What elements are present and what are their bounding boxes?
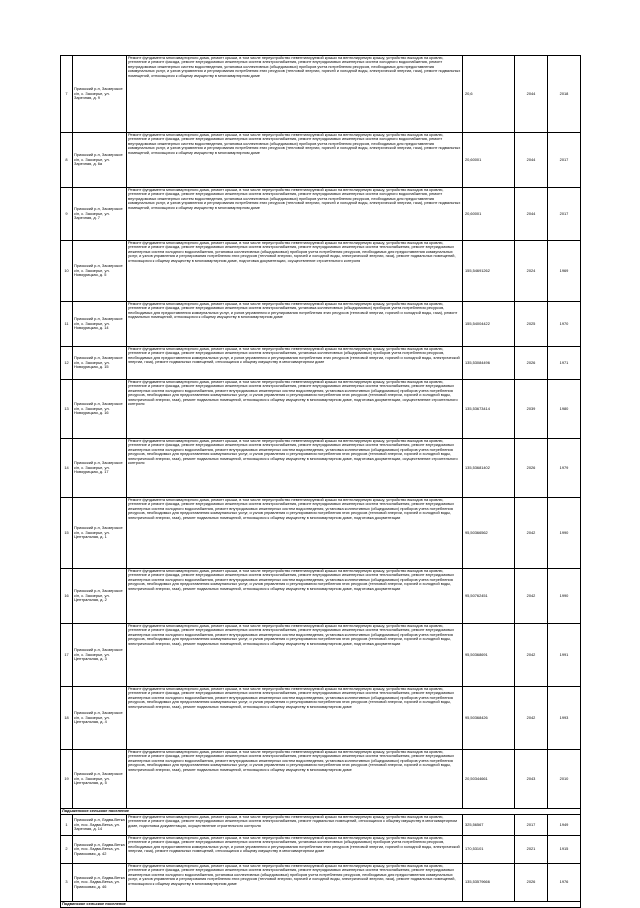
- program-table: [60, 55, 581, 908]
- planned-year-cell: [515, 133, 548, 188]
- built-year-cell: [548, 687, 581, 750]
- table-row: [61, 498, 581, 569]
- row-number-cell: [61, 750, 73, 809]
- planned-year-cell-text: 2044: [526, 157, 536, 162]
- address-cell-text: Приокский р-н, Заозерское с/п, с. Заозерье, ул. Заречная, д. 9: [74, 87, 123, 101]
- works-cell-text: Ремонт фундамента многоквартирного дома, ремонт крыши, в том числе переустройство невентилируемой крыши на вентилируемую крышу, устройство выходов на кровлю, утепление и ремонт фасада, ремонт внутридомовых инженерных систем электроснабжения, ремонт подвальных помещений, относящихся к общему имуществу в многоквартирном доме, подготовка документации, осуществление строительного контроля: [128, 815, 457, 828]
- address-cell: [73, 347, 127, 380]
- address-cell-text: Приокский р-н, Заозерское с/п, с. Заозерье, ул. Центральная, д. 3: [74, 648, 123, 662]
- works-cell-text: Ремонт фундамента многоквартирного дома, ремонт крыши, в том числе переустройство невентилируемой крыши на вентилируемую крышу, устройство выходов на кровлю, утепление и ремонт фасада, ремонт внутридомовых инженерных систем электроснабжения, ремонт внутридомовых инженерных систем теплоснабжения, ремонт внутридомовых инженерных систем холодного водоснабжения, ремонт внутридомовых инженерных систем водоотведения, установка коллективных (общедомовых) приборов учета потребления ресурсов, необходимых для предоставления коммунальных услуг, и узлов управления и регулирования потребления этих ресурсов (тепловой энергии, горячей и холодной воды, электрической энергии, газа), ремонт подвальных помещений, относящихся к общему имуществу в многоквартирном доме, подготовка документации, осуществление строительного контроля: [128, 380, 458, 407]
- table-row: [61, 569, 581, 624]
- address-cell-text: Приокский р-н, Ладва-Ветка с/п, пос. Ладва-Ветка, ул. Приисковая, д. 42: [74, 842, 125, 856]
- planned-year-cell-text: 2026: [526, 360, 536, 365]
- cost-cell: [463, 750, 515, 809]
- works-cell-text: Ремонт фундамента многоквартирного дома, ремонт крыши, в том числе переустройство невентилируемой крыши на вентилируемую крышу, устройство выходов на кровлю, утепление и ремонт фасада, ремонт внутридомовых инженерных систем электроснабжения, установка коллективных (общедомовых) приборов учета потребления ресурсов, необходимых для предоставления коммунальных услуг, и узлов управления и регулирования потребления этих ресурсов (тепловой энергии, горячей и холодной воды, электрической энергии, газа), ремонт подвальных помещений, относящихся к общему имуществу в многоквартирном доме: [128, 347, 460, 365]
- planned-year-cell-text: 2026: [526, 465, 536, 470]
- works-cell-text: Ремонт фундамента многоквартирного дома, ремонт крыши, в том числе переустройство невентилируемой крыши на вентилируемую крышу, устройство выходов на кровлю, утепление и ремонт фасада, ремонт внутридомовых инженерных систем электроснабжения, ремонт внутридомовых инженерных систем теплоснабжения, ремонт внутридомовых инженерных систем холодного водоснабжения, установка коллективных (общедомовых) приборов учета потребления ресурсов, необходимых для предоставления коммунальных услуг, и узлов управления и регулирования потребления этих ресурсов (тепловой энергии, горячей и холодной воды, электрической энергии, газа), ремонт подвальных помещений, относящихся к общему имуществу в многоквартирном доме, подготовка документации, осуществление строительного контроля: [128, 241, 456, 263]
- works-cell: [127, 864, 463, 902]
- cost-cell: [463, 347, 515, 380]
- address-cell: [73, 133, 127, 188]
- address-cell-text: Приокский р-н, Заозерское с/п, с. Заозерье, ул. Центральная, д. 2: [74, 589, 123, 603]
- row-number-cell: [61, 302, 73, 347]
- works-cell: [127, 498, 463, 569]
- address-cell: [73, 815, 127, 836]
- address-cell: [73, 750, 127, 809]
- cost-cell: [463, 836, 515, 864]
- built-year-cell: [548, 836, 581, 864]
- address-cell: [73, 188, 127, 241]
- planned-year-cell: [515, 302, 548, 347]
- address-cell-text: Приокский р-н, Заозерское с/п, с. Заозерье, ул. Новоурицкая, д. 14: [74, 317, 123, 331]
- built-year-cell-text: 2018: [559, 91, 569, 96]
- built-year-cell-text: 1949: [559, 822, 569, 827]
- planned-year-cell-text: 2039: [526, 406, 536, 411]
- row-number-cell-text: 9: [65, 211, 68, 216]
- cost-cell-text: 20,50344661: [465, 776, 488, 781]
- table-row: [61, 815, 581, 836]
- works-cell-text: Ремонт фундамента многоквартирного дома, ремонт крыши, в том числе переустройство невентилируемой крыши на вентилируемую крышу, устройство выходов на кровлю, утепление и ремонт фасада, ремонт внутридомовых инженерных систем электроснабжения, ремонт внутридомовых инженерных систем холодного водоснабжения, ремонт внутридомовых инженерных систем водоотведения, установка коллективных (общедомовых) приборов учета потребления ресурсов, необходимых для предоставления коммунальных услуг, и узлов управления и регулирования потребления этих ресурсов (тепловой энергии, горячей и холодной воды, электрической энергии, газа), ремонт подвальных помещений, относящихся к общему имуществу в многоквартирном доме: [128, 188, 461, 210]
- address-cell-text: Приокский р-н, Ладва-Ветка с/п, пос. Ладва-Ветка, ул. Заречная, д. 14: [74, 818, 125, 832]
- planned-year-cell-text: 2021: [526, 847, 536, 852]
- cost-cell-text: 325,56567: [465, 822, 484, 827]
- cost-cell-text: 95,50368426: [465, 715, 488, 720]
- works-cell-text: Ремонт фундамента многоквартирного дома, ремонт крыши, в том числе переустройство невентилируемой крыши на вентилируемую крышу, устройство выходов на кровлю, утепление и ремонт фасада, ремонт внутридомовых инженерных систем электроснабжения, ремонт внутридомовых инженерных систем теплоснабжения, ремонт внутридомовых инженерных систем холодного водоснабжения, ремонт внутридомовых инженерных систем водоотведения, установка коллективных (общедомовых) приборов учета потребления ресурсов, необходимых для предоставления коммунальных услуг, и узлов управления и регулирования потребления этих ресурсов (тепловой энергии, горячей и холодной воды, электрической энергии, газа), ремонт подвальных помещений, относящихся к общему имуществу в многоквартирном доме, подготовка документации: [128, 624, 455, 646]
- works-cell: [127, 241, 463, 302]
- row-number-cell: [61, 815, 73, 836]
- section-title: Подвинское сельское поселение: [61, 902, 581, 908]
- table-row: [61, 241, 581, 302]
- cost-cell-text: 20,60001: [465, 157, 482, 162]
- planned-year-cell-text: 2044: [526, 91, 536, 96]
- planned-year-cell-text: 2042: [526, 530, 536, 535]
- table-row: [61, 687, 581, 750]
- built-year-cell: [548, 439, 581, 498]
- table-row: [61, 836, 581, 864]
- built-year-cell: [548, 380, 581, 439]
- row-number-cell-text: 14: [64, 465, 69, 470]
- planned-year-cell: [515, 687, 548, 750]
- address-cell: [73, 498, 127, 569]
- row-number-cell: [61, 347, 73, 380]
- table-row: [61, 56, 581, 133]
- address-cell-text: Приокский р-н, Заозерское с/п, с. Заозерье, ул. Центральная, д. 4: [74, 711, 123, 725]
- planned-year-cell-text: 2042: [526, 652, 536, 657]
- works-cell-text: Ремонт фундамента многоквартирного дома, ремонт крыши, в том числе переустройство невентилируемой крыши на вентилируемую крышу, устройство выходов на кровлю, утепление и ремонт фасада, ремонт внутридомовых инженерных систем электроснабжения, ремонт внутридомовых инженерных систем теплоснабжения, ремонт внутридомовых инженерных систем холодного водоснабжения, ремонт внутридомовых инженерных систем водоотведения, установка коллективных (общедомовых) приборов учета потребления ресурсов, необходимых для предоставления коммунальных услуг, и узлов управления и регулирования потребления этих ресурсов (тепловой энергии, горячей и холодной воды, электрической энергии, газа), ремонт подвальных помещений, относящихся к общему имуществу в многоквартирном доме, подготовка документации: [128, 498, 455, 520]
- table-row: [61, 439, 581, 498]
- built-year-cell: [548, 498, 581, 569]
- works-cell: [127, 624, 463, 687]
- section-title: Ладыженское сельское поселение: [61, 809, 581, 815]
- built-year-cell-text: 1980: [559, 406, 569, 411]
- cost-cell-text: 20,6: [465, 91, 473, 96]
- works-cell: [127, 347, 463, 380]
- works-cell: [127, 750, 463, 809]
- row-number-cell: [61, 133, 73, 188]
- planned-year-cell: [515, 241, 548, 302]
- cost-cell-text: 95,50368691: [465, 652, 488, 657]
- row-number-cell-text: 10: [64, 268, 69, 273]
- row-number-cell-text: 11: [64, 321, 69, 326]
- row-number-cell: [61, 439, 73, 498]
- works-cell: [127, 302, 463, 347]
- table-row: [61, 188, 581, 241]
- planned-year-cell: [515, 347, 548, 380]
- row-number-cell: [61, 687, 73, 750]
- works-cell: [127, 439, 463, 498]
- built-year-cell-text: 1990: [559, 593, 569, 598]
- row-number-cell: [61, 836, 73, 864]
- address-cell: [73, 439, 127, 498]
- program-table-body: [61, 56, 581, 908]
- cost-cell-text: 135,53579666: [465, 880, 490, 885]
- table-row: [61, 380, 581, 439]
- row-number-cell: [61, 569, 73, 624]
- built-year-cell-text: 2010: [559, 776, 569, 781]
- cost-cell-text: 170,53101: [465, 847, 484, 852]
- planned-year-cell: [515, 56, 548, 133]
- address-cell: [73, 380, 127, 439]
- row-number-cell-text: 16: [64, 593, 69, 598]
- cost-cell-text: 95,50762451: [465, 593, 488, 598]
- row-number-cell-text: 19: [64, 776, 69, 781]
- cost-cell: [463, 864, 515, 902]
- address-cell-text: Приокский р-н, Заозерское с/п, с. Заозерье, ул. Центральная, д. 5: [74, 772, 123, 786]
- row-number-cell-text: 1: [65, 822, 68, 827]
- row-number-cell: [61, 56, 73, 133]
- table-row: [61, 133, 581, 188]
- planned-year-cell-text: 2042: [526, 715, 536, 720]
- address-cell-text: Приокский р-н, Заозерское с/п, с. Заозерье, ул. Центральная, д. 1: [74, 526, 123, 540]
- cost-cell: [463, 439, 515, 498]
- cost-cell: [463, 380, 515, 439]
- planned-year-cell: [515, 380, 548, 439]
- planned-year-cell-text: 2026: [526, 880, 536, 885]
- row-number-cell-text: 15: [64, 530, 69, 535]
- built-year-cell-text: 1971: [559, 360, 569, 365]
- row-number-cell-text: 8: [65, 157, 68, 162]
- works-cell-text: Ремонт фундамента многоквартирного дома, ремонт крыши, в том числе переустройство невентилируемой крыши на вентилируемую крышу, устройство выходов на кровлю, утепление и ремонт фасада, ремонт внутридомовых инженерных систем электроснабжения, ремонт внутридомовых инженерных систем теплоснабжения, ремонт внутридомовых инженерных систем холодного водоснабжения, ремонт внутридомовых инженерных систем водоотведения, установка коллективных (общедомовых) приборов учета потребления ресурсов, необходимых для предоставления коммунальных услуг, и узлов управления и регулирования потребления этих ресурсов (тепловой энергии, горячей и холодной воды, электрической энергии, газа), ремонт подвальных помещений, относящихся к общему имуществу в многоквартирном доме: [128, 687, 455, 709]
- row-number-cell: [61, 864, 73, 902]
- cost-cell-text: 155,54691262: [465, 268, 490, 273]
- works-cell: [127, 133, 463, 188]
- planned-year-cell: [515, 498, 548, 569]
- row-number-cell-text: 12: [64, 360, 69, 365]
- works-cell: [127, 188, 463, 241]
- cost-cell: [463, 56, 515, 133]
- built-year-cell-text: 1979: [559, 465, 569, 470]
- cost-cell: [463, 241, 515, 302]
- row-number-cell-text: 7: [65, 91, 68, 96]
- address-cell: [73, 241, 127, 302]
- row-number-cell: [61, 498, 73, 569]
- works-cell-text: Ремонт фундамента многоквартирного дома, ремонт крыши, в том числе переустройство невентилируемой крыши на вентилируемую крышу, устройство выходов на кровлю, утепление и ремонт фасада, ремонт внутридомовых инженерных систем электроснабжения, установка коллективных (общедомовых) приборов учета потребления ресурсов, необходимых для предоставления коммунальных услуг, и узлов управления и регулирования потребления этих ресурсов (тепловой энергии, горячей и холодной воды, электрической энергии, газа), ремонт подвальных помещений, относящихся к общему имуществу в многоквартирном доме: [128, 836, 460, 854]
- built-year-cell: [548, 241, 581, 302]
- planned-year-cell-text: 2042: [526, 593, 536, 598]
- row-number-cell: [61, 188, 73, 241]
- address-cell: [73, 624, 127, 687]
- cost-cell-text: 155,54004422: [465, 321, 490, 326]
- table-row: [61, 302, 581, 347]
- address-cell-text: Приокский р-н, Ладва-Ветка с/п, пос. Ладва-Ветка, ул. Приисковая, д. 46: [74, 875, 125, 889]
- table-row: [61, 750, 581, 809]
- built-year-cell-text: 1990: [559, 530, 569, 535]
- cost-cell: [463, 188, 515, 241]
- works-cell: [127, 815, 463, 836]
- cost-cell: [463, 624, 515, 687]
- cost-cell-text: 135,53673414: [465, 406, 490, 411]
- row-number-cell-text: 17: [64, 652, 69, 657]
- table-row: [61, 347, 581, 380]
- built-year-cell: [548, 864, 581, 902]
- built-year-cell-text: 1970: [559, 321, 569, 326]
- row-number-cell-text: 3: [65, 880, 68, 885]
- built-year-cell-text: 1915: [559, 847, 569, 852]
- built-year-cell-text: 1976: [559, 880, 569, 885]
- built-year-cell-text: 2017: [559, 211, 569, 216]
- planned-year-cell-text: 2044: [526, 211, 536, 216]
- planned-year-cell: [515, 569, 548, 624]
- address-cell: [73, 687, 127, 750]
- planned-year-cell: [515, 864, 548, 902]
- planned-year-cell-text: 2024: [526, 268, 536, 273]
- works-cell: [127, 380, 463, 439]
- works-cell-text: Ремонт фундамента многоквартирного дома, ремонт крыши, в том числе переустройство невентилируемой крыши на вентилируемую крышу, устройство выходов на кровлю, утепление и ремонт фасада, ремонт внутридомовых инженерных систем электроснабжения, ремонт внутридомовых инженерных систем холодного водоснабжения, ремонт внутридомовых инженерных систем водоотведения, установка коллективных (общедомовых) приборов учета потребления ресурсов, необходимых для предоставления коммунальных услуг, и узлов управления и регулирования потребления этих ресурсов (тепловой энергии, горячей и холодной воды, электрической энергии, газа), ремонт подвальных помещений, относящихся к общему имуществу в многоквартирном доме: [128, 56, 461, 78]
- works-cell-text: Ремонт фундамента многоквартирного дома, ремонт крыши, в том числе переустройство невентилируемой крыши на вентилируемую крышу, устройство выходов на кровлю, утепление и ремонт фасада, ремонт внутридомовых инженерных систем электроснабжения, ремонт внутридомовых инженерных систем теплоснабжения, ремонт внутридомовых инженерных систем холодного водоснабжения, ремонт внутридомовых инженерных систем водоотведения, установка коллективных (общедомовых) приборов учета потребления ресурсов, необходимых для предоставления коммунальных услуг, и узлов управления и регулирования потребления этих ресурсов (тепловой энергии, горячей и холодной воды, электрической энергии, газа), ремонт подвальных помещений, относящихся к общему имуществу в многоквартирном доме, подготовка документации: [128, 569, 455, 591]
- cost-cell: [463, 302, 515, 347]
- address-cell-text: Приокский р-н, Заозерское с/п, с. Заозерье, ул. Новоурицкая, д. 16: [74, 402, 123, 416]
- built-year-cell: [548, 188, 581, 241]
- address-cell: [73, 569, 127, 624]
- planned-year-cell: [515, 188, 548, 241]
- works-cell-text: Ремонт фундамента многоквартирного дома, ремонт крыши, в том числе переустройство невентилируемой крыши на вентилируемую крышу, устройство выходов на кровлю, утепление и ремонт фасада, ремонт внутридомовых инженерных систем электроснабжения, ремонт внутридомовых инженерных систем теплоснабжения, ремонт внутридомовых инженерных систем холодного водоснабжения, установка коллективных (общедомовых) приборов учета потребления ресурсов, необходимых для предоставления коммунальных услуг, и узлов управления и регулирования потребления этих ресурсов (тепловой энергии, горячей и холодной воды, электрической энергии, газа), ремонт подвальных помещений, относящихся к общему имуществу в многоквартирном доме: [128, 864, 456, 886]
- built-year-cell: [548, 302, 581, 347]
- works-cell-text: Ремонт фундамента многоквартирного дома, ремонт крыши, в том числе переустройство невентилируемой крыши на вентилируемую крышу, устройство выходов на кровлю, утепление и ремонт фасада, ремонт внутридомовых инженерных систем электроснабжения, ремонт внутридомовых инженерных систем теплоснабжения, ремонт внутридомовых инженерных систем холодного водоснабжения, ремонт внутридомовых инженерных систем водоотведения, установка коллективных (общедомовых) приборов учета потребления ресурсов, необходимых для предоставления коммунальных услуг, и узлов управления и регулирования потребления этих ресурсов (тепловой энергии, горячей и холодной воды, электрической энергии, газа), ремонт подвальных помещений, относящихся к общему имуществу в многоквартирном доме, подготовка документации, осуществление строительного контроля: [128, 439, 458, 466]
- address-cell: [73, 836, 127, 864]
- built-year-cell-text: 1969: [559, 268, 569, 273]
- built-year-cell: [548, 347, 581, 380]
- built-year-cell: [548, 569, 581, 624]
- table-row: [61, 864, 581, 902]
- address-cell-text: Приокский р-н, Заозерское с/п, с. Заозерье, ул. Новоурицкая, д. 5: [74, 264, 123, 278]
- planned-year-cell: [515, 439, 548, 498]
- row-number-cell-text: 18: [64, 715, 69, 720]
- address-cell: [73, 864, 127, 902]
- row-number-cell: [61, 380, 73, 439]
- row-number-cell-text: 2: [65, 847, 68, 852]
- works-cell-text: Ремонт фундамента многоквартирного дома, ремонт крыши, в том числе переустройство невентилируемой крыши на вентилируемую крышу, устройство выходов на кровлю, утепление и ремонт фасада, ремонт внутридомовых инженерных систем электроснабжения, установка коллективных (общедомовых) приборов учета потребления ресурсов, необходимых для предоставления коммунальных услуг, и узлов управления и регулирования потребления этих ресурсов (тепловой энергии, горячей и холодной воды, газа), ремонт подвальных помещений, относящихся к общему имуществу в многоквартирном доме: [128, 302, 458, 320]
- planned-year-cell-text: 2025: [526, 321, 536, 326]
- cost-cell-text: 95,50366562: [465, 530, 488, 535]
- planned-year-cell: [515, 750, 548, 809]
- address-cell-text: Приокский р-н, Заозерское с/п, с. Заозерье, ул. Новоурицкая, д. 17: [74, 461, 123, 475]
- row-number-cell: [61, 624, 73, 687]
- built-year-cell: [548, 750, 581, 809]
- address-cell: [73, 302, 127, 347]
- built-year-cell-text: 1991: [559, 652, 569, 657]
- built-year-cell-text: 2017: [559, 157, 569, 162]
- planned-year-cell: [515, 836, 548, 864]
- planned-year-cell-text: 2017: [526, 822, 536, 827]
- address-cell: [73, 56, 127, 133]
- row-number-cell-text: 13: [64, 406, 69, 411]
- row-number-cell: [61, 241, 73, 302]
- cost-cell: [463, 687, 515, 750]
- address-cell-text: Приокский р-н, Заозерское с/п, с. Заозерье, ул. Заречная, д. 6а: [74, 153, 123, 167]
- table-row: [61, 624, 581, 687]
- cost-cell-text: 135,53084496: [465, 360, 490, 365]
- built-year-cell-text: 1993: [559, 715, 569, 720]
- works-cell: [127, 569, 463, 624]
- cost-cell: [463, 569, 515, 624]
- address-cell-text: Приокский р-н, Заозерское с/п, с. Заозерье, ул. Новоурицкая, д. 15: [74, 356, 123, 370]
- cost-cell: [463, 498, 515, 569]
- works-cell: [127, 836, 463, 864]
- works-cell-text: Ремонт фундамента многоквартирного дома, ремонт крыши, в том числе переустройство невентилируемой крыши на вентилируемую крышу, устройство выходов на кровлю, утепление и ремонт фасада, ремонт внутридомовых инженерных систем электроснабжения, ремонт внутридомовых инженерных систем холодного водоснабжения, ремонт внутридомовых инженерных систем водоотведения, установка коллективных (общедомовых) приборов учета потребления ресурсов, необходимых для предоставления коммунальных услуг, и узлов управления и регулирования потребления этих ресурсов (тепловой энергии, горячей и холодной воды, электрической энергии, газа), ремонт подвальных помещений, относящихся к общему имуществу в многоквартирном доме: [128, 133, 461, 155]
- cost-cell: [463, 133, 515, 188]
- works-cell: [127, 687, 463, 750]
- cost-cell-text: 20,60001: [465, 211, 482, 216]
- works-cell: [127, 56, 463, 133]
- built-year-cell: [548, 133, 581, 188]
- planned-year-cell: [515, 815, 548, 836]
- built-year-cell: [548, 624, 581, 687]
- planned-year-cell-text: 2043: [526, 776, 536, 781]
- planned-year-cell: [515, 624, 548, 687]
- cost-cell-text: 135,53681402: [465, 465, 490, 470]
- cost-cell: [463, 815, 515, 836]
- built-year-cell: [548, 56, 581, 133]
- address-cell-text: Приокский р-н, Заозерское с/п, с. Заозерье, ул. Заречная, д. 7: [74, 207, 123, 221]
- works-cell-text: Ремонт фундамента многоквартирного дома, ремонт крыши, в том числе переустройство невентилируемой крыши на вентилируемую крышу, устройство выходов на кровлю, утепление и ремонт фасада, ремонт внутридомовых инженерных систем электроснабжения, ремонт внутридомовых инженерных систем теплоснабжения, ремонт внутридомовых инженерных систем холодного водоснабжения, ремонт внутридомовых инженерных систем водоотведения, установка коллективных (общедомовых) приборов учета потребления ресурсов, необходимых для предоставления коммунальных услуг, и узлов управления и регулирования потребления этих ресурсов (тепловой энергии, горячей и холодной воды, электрической энергии, газа), ремонт подвальных помещений, относящихся к общему имуществу в многоквартирном доме: [128, 750, 455, 772]
- built-year-cell: [548, 815, 581, 836]
